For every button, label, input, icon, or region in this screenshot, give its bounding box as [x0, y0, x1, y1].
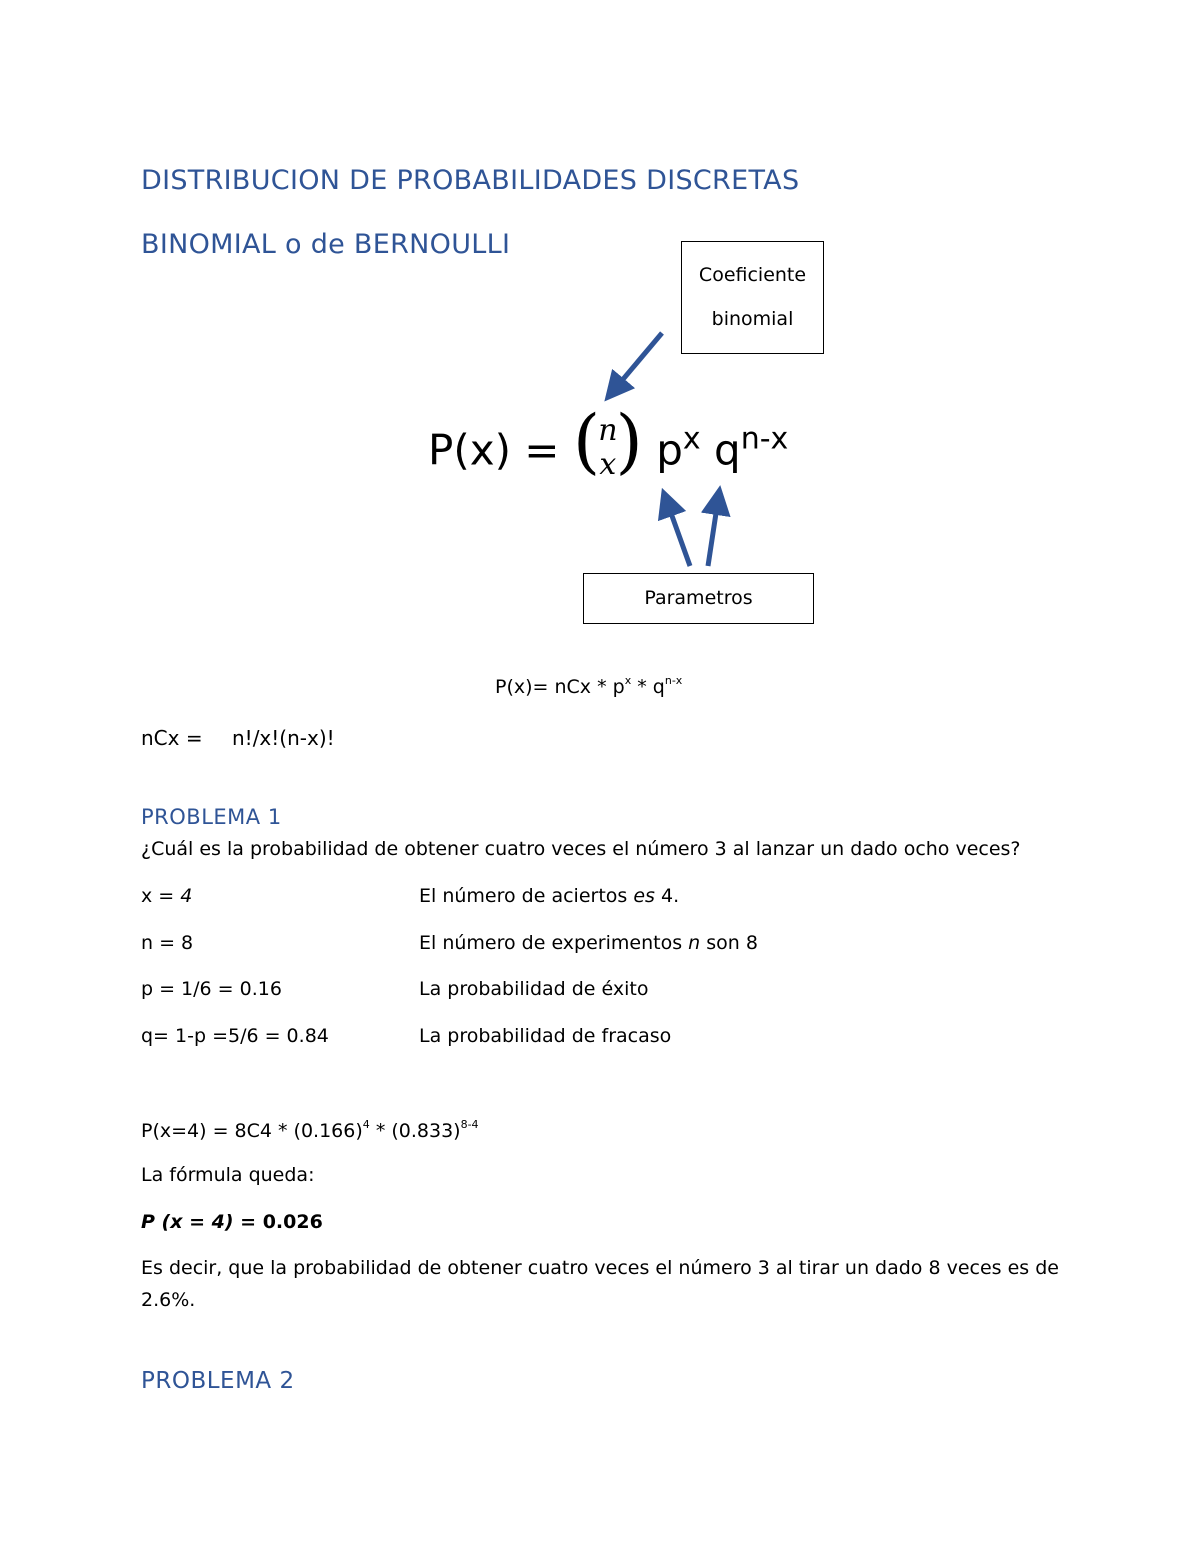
formula-q-exponent: n-x	[740, 421, 789, 457]
row-p-left: p = 1/6 = 0.16	[141, 978, 282, 1000]
problem1-question: ¿Cuál es la probabilidad de obtener cuatro veces el número 3 al lanzar un dado ocho veces?	[141, 838, 1021, 860]
binomial-coefficient	[572, 400, 643, 484]
ncx-label: nCx =	[141, 726, 203, 750]
formula-line-p-exp: x	[624, 674, 632, 687]
row-q-right: La probabilidad de fracaso	[419, 1025, 672, 1047]
arrow-to-p	[667, 502, 690, 566]
page-title: DISTRIBUCION DE PROBABILIDADES DISCRETAS	[141, 165, 800, 196]
row-p-right: La probabilidad de éxito	[419, 978, 649, 1000]
row-n-left: n = 8	[141, 932, 194, 954]
ncx-value: n!/x!(n-x)!	[232, 726, 335, 750]
row-x-left: x = 4	[141, 885, 193, 907]
binom-bottom: x	[599, 447, 617, 482]
coefficient-box-line2: binomial	[711, 308, 794, 330]
binomial-formula	[428, 400, 789, 488]
row-q-left: q= 1-p =5/6 = 0.84	[141, 1025, 329, 1047]
formula-line-q-exp: n-x	[664, 674, 683, 687]
arrow-to-q	[708, 500, 718, 566]
problem1-calculation: $P(x=4) = 8C4 * (0.166)^4 * (0.833)^{8-4}$	[141, 1118, 479, 1142]
row-n-right: El número de experimentos n son 8	[419, 932, 758, 954]
parameters-box-label: Parametros	[644, 587, 753, 609]
right-paren: )	[615, 400, 643, 482]
binom-top: n	[598, 413, 618, 448]
formula-line-mid: * q	[631, 676, 665, 698]
page-subtitle: BINOMIAL o de BERNOULLI	[141, 229, 511, 260]
formula-p: p	[656, 425, 683, 475]
formula-line-text: P(x)= nCx * p	[495, 676, 625, 698]
formula-line	[495, 674, 682, 698]
formula-queda: La fórmula queda:	[141, 1164, 315, 1186]
problem1-heading: PROBLEMA 1	[141, 805, 282, 829]
formula-q: q	[714, 425, 741, 475]
left-paren: (	[572, 400, 601, 482]
diagram-arrows	[0, 0, 1200, 700]
conclusion-line1: Es decir, que la probabilidad de obtener cuatro veces el número 3 al tirar un dado 8 veces es de	[141, 1257, 1059, 1279]
conclusion-line2: 2.6%.	[141, 1289, 196, 1311]
problem2-heading: PROBLEMA 2	[141, 1368, 295, 1394]
problem1-result: P (x = 4) = 0.026	[141, 1211, 323, 1233]
formula-lhs: P(x) =	[428, 425, 560, 475]
formula-p-exponent: x	[682, 421, 701, 457]
row-x-right: El número de aciertos es 4.	[419, 885, 680, 907]
arrow-to-binomial	[614, 333, 662, 390]
coefficient-box-line1: Coeficiente	[698, 264, 807, 286]
